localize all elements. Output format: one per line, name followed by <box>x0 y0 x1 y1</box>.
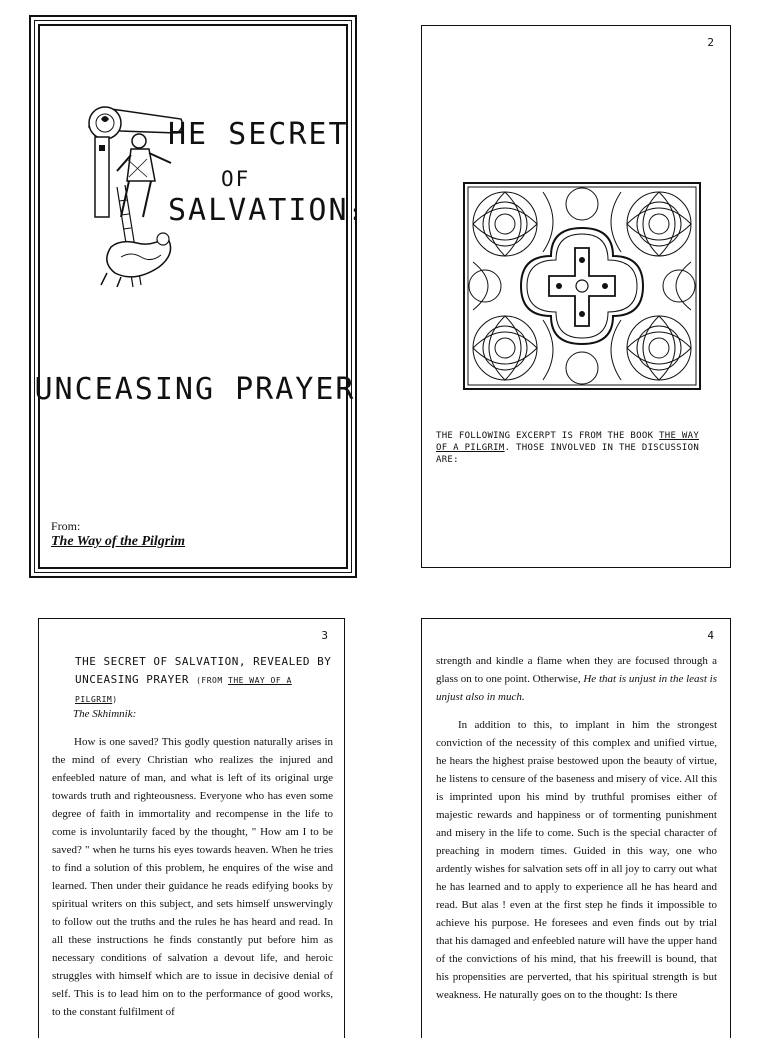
para1-text: strength and kindle a flame when they are focused through a glass on to one point. Otherwise, <box>436 655 717 685</box>
cover-page <box>29 15 364 578</box>
page-4 <box>421 618 731 1038</box>
cover-title-colon: : <box>348 201 364 226</box>
speaker-label: The Skhimnik: <box>73 708 137 720</box>
body-paragraph <box>436 652 717 706</box>
chapter-heading <box>75 653 335 709</box>
excerpt-tail: . THOSE INVOLVED IN THE DISCUSSION ARE: <box>436 443 700 465</box>
para1-italic-quote: He that is unjust in the least is unjust also in much. <box>436 673 717 703</box>
from-book-title: The Way of the Pilgrim <box>51 534 186 549</box>
cover-title-line3 <box>168 193 364 228</box>
chapter-heading-main: THE SECRET OF SALVATION, REVEALED BY UNCEASING PRAYER <box>75 655 332 686</box>
cover-title-line3-text: SALVATION <box>168 193 349 228</box>
chapter-heading-close: ) <box>112 695 118 704</box>
excerpt-intro <box>436 430 716 466</box>
cover-subtitle: UNCEASING PRAYER <box>34 372 356 407</box>
chapter-heading-from: (FROM <box>196 676 228 685</box>
chapter-heading-book: THE WAY OF A PILGRIM <box>75 676 292 704</box>
page-3 <box>38 618 345 1038</box>
page-number: 3 <box>321 629 328 642</box>
page-2 <box>421 25 731 568</box>
from-label: From: <box>51 519 81 533</box>
excerpt-lead: THE FOLLOWING EXCERPT IS FROM THE BOOK <box>436 431 660 441</box>
cover-title-line1: HE SECRET <box>168 117 349 152</box>
page-number: 4 <box>707 629 714 642</box>
body-paragraph: In addition to this, to implant in him the strongest conviction of the necessity of this complex and unified virtue, he hears the highest praise bestowed upon the beauty of virtue, he listens to censure of the baseness and misery of vice. All this is imprinted upon his mind by truthful promises either of majestic rewards and happiness or of tormenting punishment and misery in the life to come. Such is the special character of preaching in modern times. Guided in this way, one who ardently wishes for salvation sets off in all joy to carry out what he has learned and to apply to experience all he has heard and read. But alas ! even at the first step he finds it impossible to achieve his purpose. He foresees and even finds out by trial that his damaged and enfeebled nature will have the upper hand of the convictions of his mind, that his freewill is bound, that his propensities are perverted, that his spiritual strength is but weakness. He naturally goes on to the thought: Is there <box>436 719 717 1001</box>
ornamental-cross-panel-icon <box>463 182 701 390</box>
excerpt-book-title: THE WAY OF A PILGRIM <box>436 431 700 453</box>
cover-title-line2: OF <box>221 167 251 191</box>
body-paragraph: How is one saved? This godly question naturally arises in the mind of every Christian who realizes the injured and enfeebled nature of man, and what is left of its original urge towards truth and righteousness. Everyone who has even some degree of faith in immortality and recompense in the life to come is involuntarily faced by the thought, " How am I to be saved? " when he turns his eyes towards heaven. When he tries to find a solution of this problem, he enquires of the wise and learned. Then under their guidance he reads edifying books by spiritual writers on this subject, and sets himself unswervingly to follow out the truths and the rules he has heard and read. In all these instructions he finds constantly put before him as necessary conditions of salvation a devout life, and heroic struggles with himself which are to issue in decisive denial of self. This is to lead him on to the performance of good works, to the constant fulfilment of <box>52 736 333 1018</box>
page-number: 2 <box>707 36 714 49</box>
